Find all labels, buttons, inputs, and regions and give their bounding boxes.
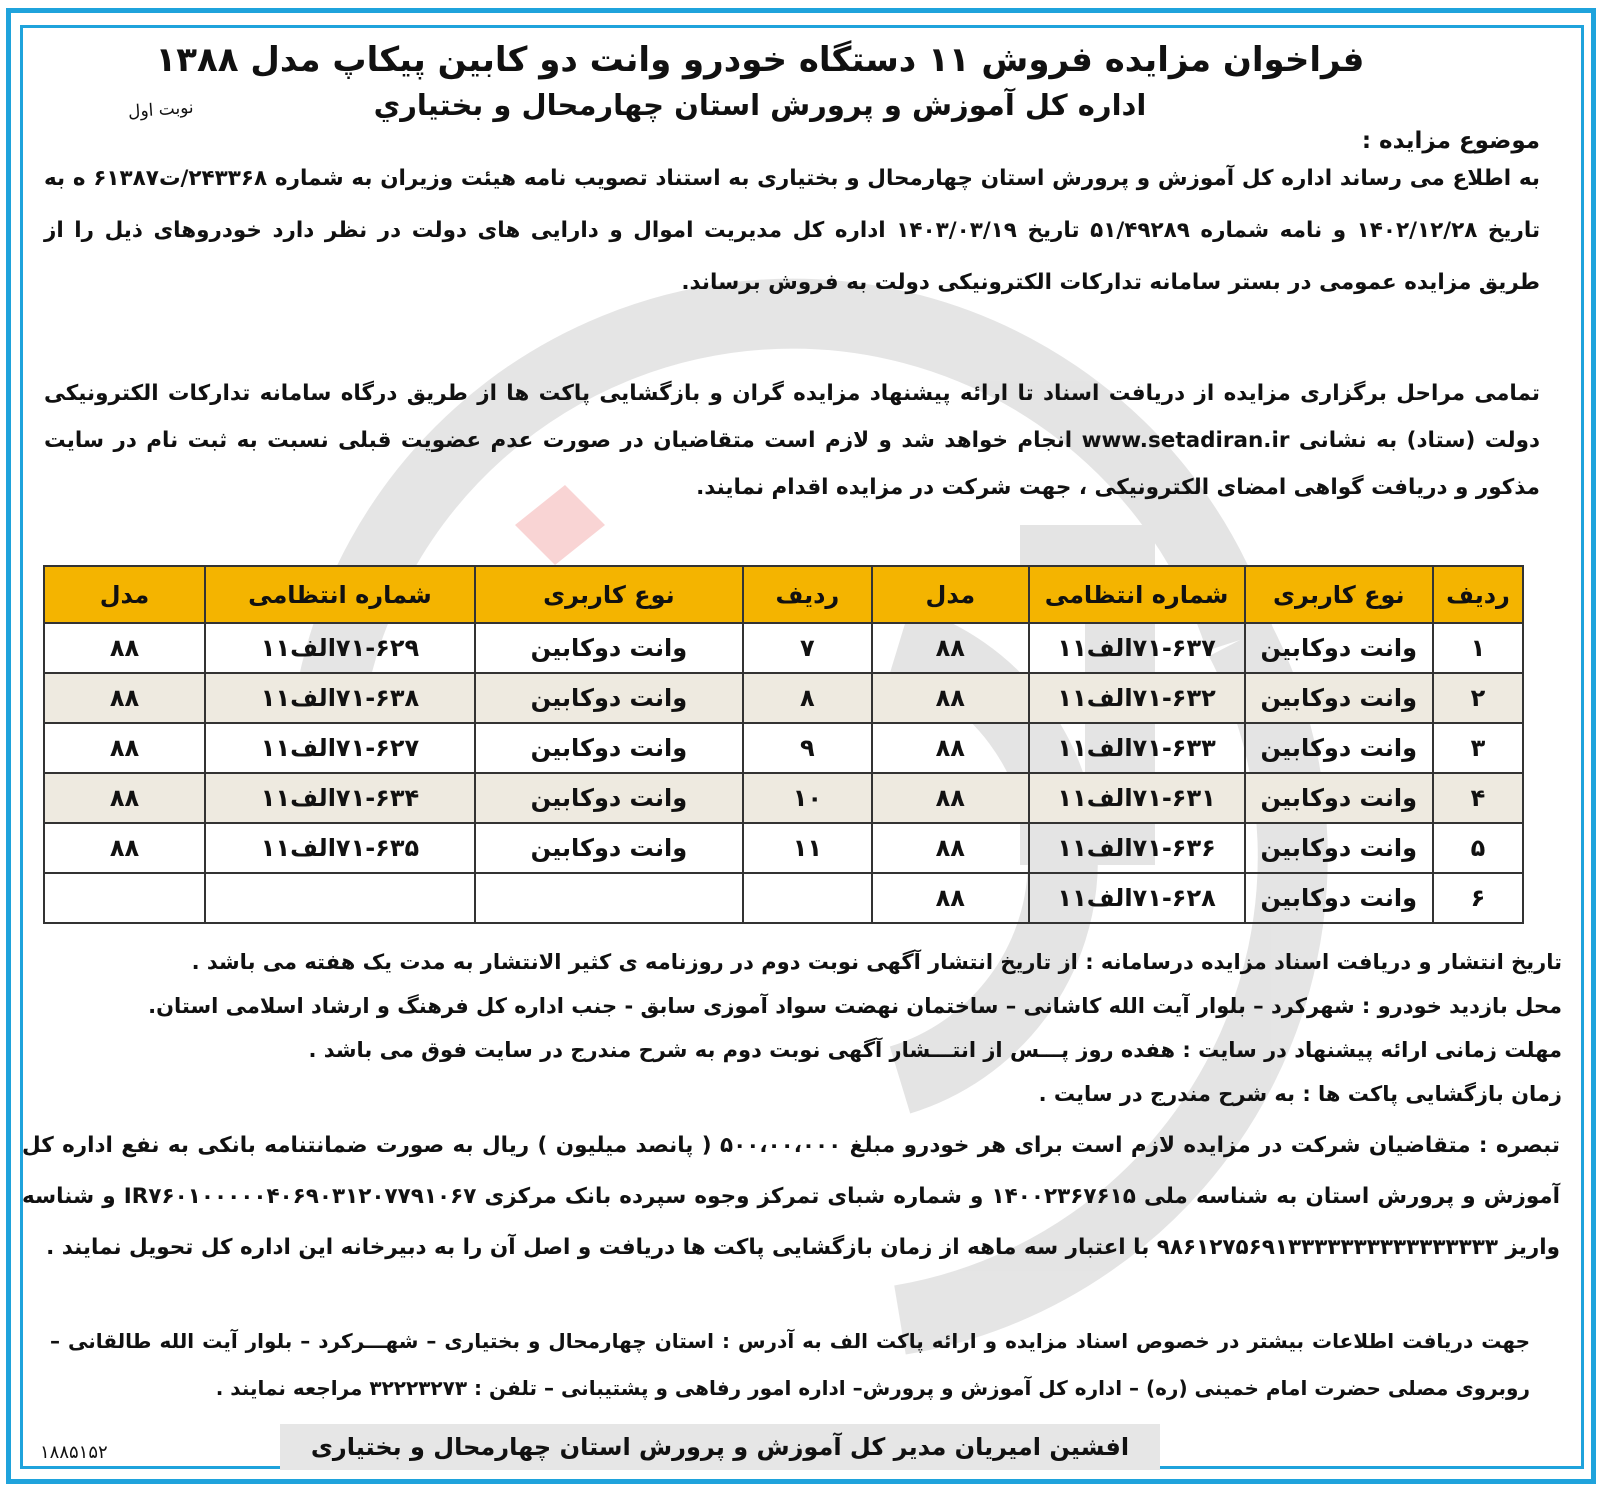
table-cell: ۸۸	[872, 773, 1029, 823]
table-cell: ۴	[1433, 773, 1523, 823]
table-cell: ۷۱-۶۲۸الف۱۱	[1029, 873, 1245, 923]
table-cell: ۸۸	[44, 623, 205, 673]
col-header-model: مدل	[872, 566, 1029, 623]
table-cell: وانت دوکابین	[475, 823, 743, 873]
table-cell: ۷۱-۶۳۲الف۱۱	[1029, 673, 1245, 723]
table-row	[44, 823, 1523, 873]
round-label: نوبت اول	[127, 97, 195, 123]
table-header-row	[44, 566, 1523, 623]
contact-paragraph: جهت دریافت اطلاعات بیشتر در خصوص اسناد مزایده و ارائه پاکت الف به آدرس : استان چهارمحال و بختیاری – شهـــرکرد – بلوار آیت الله طالقانی – روبروی مصلی حضرت امام خمینی (ره) – اداره کل آموزش و پرورش– اداره امور رفاهی و پشتیبانی – تلفن : ۳۲۲۲۳۲۷۳ مراجعه نمایند .	[50, 1329, 1530, 1400]
table-cell: وانت دوکابین	[1245, 823, 1433, 873]
col-header-usage: نوع کاربری	[475, 566, 743, 623]
vehicle-table	[43, 565, 1524, 924]
table-cell: ۷۱-۶۳۴الف۱۱	[205, 773, 475, 823]
signature-box: افشین امیریان مدیر کل آموزش و پرورش استان چهارمحال و بختیاری	[280, 1424, 1160, 1470]
intro-paragraph: به اطلاع می رساند اداره کل آموزش و پرورش استان چهارمحال و بختیاری به استناد تصویب نامه هیئت وزیران به شماره ۲۴۳۳۶۸/ت۶۱۳۸۷ ه به تاریخ ۱۴۰۲/۱۲/۲۸ و نامه شماره ۵۱/۴۹۲۸۹ تاریخ ۱۴۰۳/۰۳/۱۹ اداره کل مدیریت اموال و دارایی های دولت در نظر دارد خودروهای ذیل را از طریق مزایده عمومی در بستر سامانه تدارکات الکترونیکی دولت به فروش برساند.	[44, 166, 1541, 295]
table-cell	[205, 873, 475, 923]
publication-date-line: تاریخ انتشار و دریافت اسناد مزایده درسامانه : از تاریخ انتشار آگهی نوبت دوم در روزنامه ی کثیر الانتشار به مدت یک هفته می باشد .	[191, 950, 1562, 974]
page-title: فراخوان مزایده فروش ۱۱ دستگاه خودرو وانت دو کابین پیکاپ مدل ۱۳۸۸	[155, 40, 1365, 80]
table-cell: وانت دوکابین	[475, 773, 743, 823]
col-header-model: مدل	[44, 566, 205, 623]
table-row	[44, 623, 1523, 673]
col-header-plate: شماره انتظامی	[205, 566, 475, 623]
table-row	[44, 723, 1523, 773]
table-cell: ۷۱-۶۳۱الف۱۱	[1029, 773, 1245, 823]
table-row	[44, 873, 1523, 923]
table-cell: ۹	[743, 723, 872, 773]
table-cell: ۸۸	[872, 623, 1029, 673]
table-cell: ۷۱-۶۳۷الف۱۱	[1029, 623, 1245, 673]
table-cell: ۷۱-۶۳۳الف۱۱	[1029, 723, 1245, 773]
table-cell: ۱۱	[743, 823, 872, 873]
table-cell: وانت دوکابین	[475, 673, 743, 723]
table-cell: ۸	[743, 673, 872, 723]
table-cell: ۷۱-۶۳۶الف۱۱	[1029, 823, 1245, 873]
table-cell: وانت دوکابین	[475, 723, 743, 773]
table-cell: ۷	[743, 623, 872, 673]
table-cell: ۲	[1433, 673, 1523, 723]
table-cell: وانت دوکابین	[1245, 873, 1433, 923]
table-cell: وانت دوکابین	[1245, 723, 1433, 773]
table-cell: ۷۱-۶۲۷الف۱۱	[205, 723, 475, 773]
table-cell: ۶	[1433, 873, 1523, 923]
table-cell: ۸۸	[872, 873, 1029, 923]
table-cell: ۵	[1433, 823, 1523, 873]
col-header-plate: شماره انتظامی	[1029, 566, 1245, 623]
table-cell: وانت دوکابین	[1245, 673, 1433, 723]
proposal-deadline-line: مهلت زمانی ارائه پیشنهاد در سایت : هفده روز پـــس از انتـــشار آگهی نوبت دوم به شرح مندرج در سایت فوق می باشد .	[308, 1038, 1562, 1062]
col-header-usage: نوع کاربری	[1245, 566, 1433, 623]
inspection-location-line: محل بازدید خودرو : شهرکرد – بلوار آیت الله کاشانی – ساختمان نهضت سواد آموزی سابق - جنب اداره کل فرهنگ و ارشاد اسلامی استان.	[148, 994, 1562, 1018]
subject-heading: موضوع مزایده :	[1361, 128, 1540, 154]
col-header-row-no: ردیف	[743, 566, 872, 623]
table-cell: ۸۸	[872, 673, 1029, 723]
table-cell: ۱۰	[743, 773, 872, 823]
table-cell: وانت دوکابین	[1245, 773, 1433, 823]
table-cell: ۸۸	[44, 673, 205, 723]
table-row	[44, 773, 1523, 823]
table-cell	[743, 873, 872, 923]
table-cell: وانت دوکابین	[1245, 623, 1433, 673]
ad-code: ۱۸۸۵۱۵۲	[40, 1442, 108, 1463]
table-cell: ۷۱-۶۳۵الف۱۱	[205, 823, 475, 873]
procedure-paragraph: تمامی مراحل برگزاری مزایده از دریافت اسناد تا ارائه پیشنهاد مزایده گران و بازگشایی پاکت ها از طریق درگاه سامانه تدارکات الکترونیکی دولت (ستاد) به نشانی www.setadiran.ir انجام خواهد شد و لازم است متقاضیان در صورت عدم عضویت قبلی نسبت به ثبت نام در سایت مذکور و دریافت گواهی امضای الکترونیکی ، جهت شرکت در مزایده اقدام نمایند.	[44, 381, 1540, 500]
table-cell: ۳	[1433, 723, 1523, 773]
organization-title: اداره کل آموزش و پرورش استان چهارمحال و بختياري	[373, 88, 1147, 122]
table-cell: ۸۸	[44, 773, 205, 823]
table-cell: ۸۸	[872, 723, 1029, 773]
table-cell: ۷۱-۶۳۸الف۱۱	[205, 673, 475, 723]
table-cell: ۷۱-۶۲۹الف۱۱	[205, 623, 475, 673]
table-cell: ۱	[1433, 623, 1523, 673]
guarantee-note: تبصره : متقاضیان شرکت در مزایده لازم است برای هر خودرو مبلغ ۵۰۰،۰۰،۰۰۰ ( پانصد میلیون ) ریال به صورت ضمانتنامه بانکی به نفع اداره کل آموزش و پرورش استان به شناسه ملی ۱۴۰۰۲۳۶۷۶۱۵ و شماره شبای تمرکز وجوه سپرده بانک مرکزی IR۷۶۰۱۰۰۰۰۰۴۰۶۹۰۳۱۲۰۷۷۹۱۰۶۷ و شناسه واریز ۹۸۶۱۲۷۵۶۹۱۳۳۳۳۳۳۳۳۳۳۳۳۳۳۳۳ با اعتبار سه ماهه از زمان بازگشایی پاکت ها دریافت و اصل آن را به دبیرخانه این اداره کل تحویل نمایند .	[22, 1133, 1560, 1260]
table-cell: وانت دوکابین	[475, 623, 743, 673]
opening-time-line: زمان بازگشایی پاکت ها : به شرح مندرج در سایت .	[1038, 1082, 1562, 1106]
table-cell	[475, 873, 743, 923]
table-cell: ۸۸	[872, 823, 1029, 873]
table-cell: ۸۸	[44, 823, 205, 873]
col-header-row-no: ردیف	[1433, 566, 1523, 623]
table-cell	[44, 873, 205, 923]
table-cell: ۸۸	[44, 723, 205, 773]
table-row	[44, 673, 1523, 723]
